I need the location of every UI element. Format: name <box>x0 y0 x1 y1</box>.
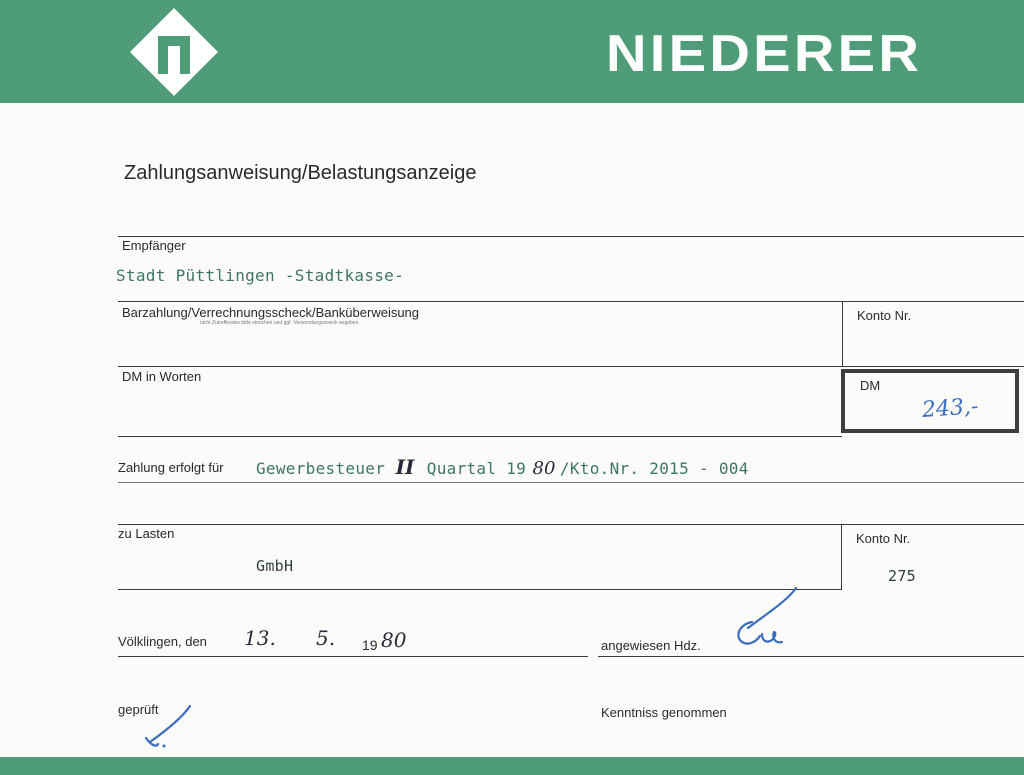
rule-zahlung-bottom <box>118 482 1024 483</box>
kenntnis-label: Kenntniss genommen <box>601 705 727 720</box>
zahlung-label: Zahlung erfolgt für <box>118 460 224 475</box>
date-month: 5. <box>316 626 336 650</box>
date-century: 19 <box>362 637 378 653</box>
rule-lasten-top <box>118 524 1024 525</box>
geprueft-mark-icon <box>140 702 200 752</box>
divider-konto-2 <box>841 525 842 589</box>
dm-label: DM <box>860 378 881 393</box>
empfaenger-label: Empfänger <box>122 238 186 253</box>
zahlung-year-hand: 80 <box>532 458 556 479</box>
brand-name: NIEDERER <box>606 25 923 83</box>
zahlung-prefix: Gewerbesteuer <box>256 459 386 478</box>
geprueft-label: geprüft <box>118 702 159 717</box>
angewiesen-label: angewiesen Hdz. <box>601 638 701 653</box>
rule-dm-bottom <box>118 436 842 437</box>
page-title: Zahlungsanweisung/Belastungsanzeige <box>124 162 477 184</box>
payment-method-subtext: nicht Zutreffendes bitte streichen und ggf. Verwendungszweck angeben <box>200 320 359 326</box>
diamond-building-logo-icon <box>128 6 220 98</box>
zu-lasten-label: zu Lasten <box>118 526 175 541</box>
date-day: 13. <box>244 626 276 650</box>
rule-payment-top <box>118 301 1024 302</box>
zahlung-quarter: II <box>395 455 415 479</box>
zahlung-quartal: Quartal 19 <box>426 459 527 478</box>
date-year: 80 <box>381 628 407 652</box>
rule-empfaenger-top <box>118 236 1024 237</box>
zahlung-suffix: /Kto.Nr. 2015 - 004 <box>559 459 749 478</box>
zahlung-value <box>256 455 749 481</box>
empfaenger-value: Stadt Püttlingen -Stadtkasse- <box>116 266 405 285</box>
ort-datum-label: Völklingen, den <box>118 634 207 649</box>
rule-date <box>118 656 588 657</box>
divider-konto-1 <box>842 302 843 366</box>
konto-nr-value-2: 275 <box>888 567 916 585</box>
konto-nr-label-1: Konto Nr. <box>857 308 912 323</box>
rule-angewiesen <box>598 656 1024 657</box>
zu-lasten-value: GmbH <box>256 557 294 575</box>
footer-band <box>0 757 1024 775</box>
rule-dm-top <box>118 366 1024 367</box>
angewiesen-signature-icon <box>726 584 806 654</box>
payment-method-label: Barzahlung/Verrechnungsscheck/Banküberweisung <box>122 305 420 320</box>
dm-in-worten-label: DM in Worten <box>122 369 202 384</box>
konto-nr-label-2: Konto Nr. <box>856 531 911 546</box>
dm-amount-value: 243,- <box>921 394 980 423</box>
